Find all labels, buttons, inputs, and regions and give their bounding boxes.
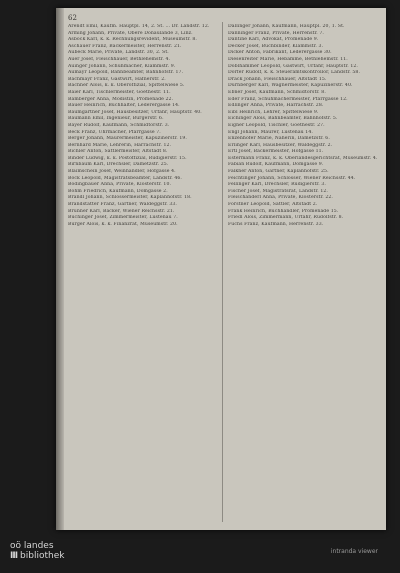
directory-entry: Edlinger Anna, Private, Harrachstr. 28. xyxy=(228,103,324,109)
directory-entry: Eichinger Alois, Bahnbeamter, Bahnhofstr. 5. xyxy=(228,116,338,122)
directory-entry: Bichler Anton, Sattlermeister, Altstadt 8. xyxy=(68,149,168,155)
directory-entry: Dicker Anton, Fabrikant, Lederergasse 30. xyxy=(228,50,332,56)
directory-entry: Ertl Josef, Bäckermeister, Hofgasse 11. xyxy=(228,149,324,155)
directory-entry: Brunner Karl, Bäcker, Wiener Reichsstr. 21. xyxy=(68,208,175,214)
directory-entry: Bodingbauer Anna, Private, Klosterstr. 10. xyxy=(68,182,172,188)
directory-entry: Fleischanderl Anna, Private, Klosterstr. 22. xyxy=(228,195,333,201)
directory-entry: Bauer Heinrich, Buchhalter, Lederergasse 14. xyxy=(68,103,180,109)
directory-entry: Aschauer Franz, Bäckermeister, Herrenstr. 21. xyxy=(68,43,182,49)
directory-entry: Friedl Alois, Zimmermann, Urfahr, Rudolfstr. 8. xyxy=(228,215,344,221)
directory-entry: Falkner Anton, Gärtner, Kaplanhofstr. 25. xyxy=(228,169,329,175)
directory-entry: Enzenhofer Marie, Näherin, Dametzstr. 6. xyxy=(228,136,330,142)
directory-entry: Baumgartner Josef, Hausbesitzer, Urfahr, Hauptstr. 40. xyxy=(68,109,202,115)
directory-entry: Decker Josef, Buchbinder, Klammstr. 3. xyxy=(228,43,324,49)
directory-entry: Böhm Friedrich, Kaufmann, Domgasse 2. xyxy=(68,188,168,194)
directory-entry: Brandl Johann, Schlossermeister, Kaplanhofstr. 18. xyxy=(68,195,192,201)
page-gutter xyxy=(56,8,64,530)
right-column xyxy=(228,24,380,228)
directory-entry: Bayer Rudolf, Kaufmann, Schmidtorstr. 3. xyxy=(68,122,170,128)
viewer-name: intranda viewer xyxy=(330,548,378,555)
directory-entry: Brandstätter Franz, Gärtner, Waldeggstr. 33. xyxy=(68,202,177,208)
directory-entry: Bachner Alois, k. k. Oberoffizial, Spittelwiese 5. xyxy=(68,83,185,89)
directory-entry: Feichtinger Johann, Schlosser, Wiener Reichsstr. 44. xyxy=(228,175,356,181)
directory-entry: Bamberger Anna, Modistin, Promenade 22. xyxy=(68,96,174,102)
directory-entry: Blaimschein Josef, Weinhändler, Hofgasse 4. xyxy=(68,169,176,175)
directory-entry: Bock Leopold, Magistratsbeamter, Landstr. 46. xyxy=(68,175,182,181)
directory-entry: Diesenreiter Marie, Hebamme, Bethlehemstr. 11. xyxy=(228,56,348,62)
directory-entry: Fellinger Karl, Drechsler, Rudigierstr. 3. xyxy=(228,182,326,188)
directory-entry: Eibl Heinrich, Lehrer, Spittelwiese 9. xyxy=(228,109,319,115)
directory-entry: Fabian Rudolf, Kaufmann, Domgasse 9. xyxy=(228,162,324,168)
logo-mark-icon: III xyxy=(10,551,18,561)
page-number: 62 xyxy=(68,14,77,22)
directory-entry: Berger Johann, Maurermeister, Kapuzinerstr. 19. xyxy=(68,136,187,142)
directory-entry: Fuchs Franz, Kaufmann, Herrenstr. 33. xyxy=(228,221,324,227)
directory-entry: Doblhammer Leopold, Gastwirt, Urfahr, Hauptstr. 12. xyxy=(228,63,358,69)
directory-entry: Dürnberger Karl, Wagnermeister, Kapuzinerstr. 40. xyxy=(228,83,353,89)
directory-entry: Drack Johann, Fleischhauer, Altstadt 15. xyxy=(228,76,327,82)
directory-entry: Danninger Franz, Private, Herrenstr. 7. xyxy=(228,30,324,36)
directory-entry: Bernhard Marie, Lehrerin, Harrachstr. 12. xyxy=(68,142,172,148)
directory-entry: Auer Josef, Fleischhauer, Bethlehemstr. 4. xyxy=(68,56,171,62)
directory-entry: Estermann Franz, k. k. Oberlandesgerichtsrat, Museumstr. 4. xyxy=(228,155,378,161)
directory-entry: Dantine Karl, Advokat, Promenade 9. xyxy=(228,37,319,43)
logo-line-2: bibliothek xyxy=(20,551,65,561)
directory-entry: Dorfer Rudolf, k. k. Steueramtskontrollor, Landstr. 58. xyxy=(228,70,360,76)
directory-entry: Bachmayr Franz, Gastwirt, Hafnerstr. 2. xyxy=(68,76,166,82)
directory-entry: Baier Karl, Tischlermeister, Goethestr. 11. xyxy=(68,89,171,95)
directory-entry: Beck Franz, Uhrmacher, Pfarrgasse 7. xyxy=(68,129,161,135)
directory-entry: Erlinger Karl, Hausbesitzer, Waldeggstr. 2. xyxy=(228,142,333,148)
viewer-footer xyxy=(0,535,400,573)
column-divider xyxy=(222,22,223,522)
directory-entry: Eigner Leopold, Tischler, Goethestr. 27. xyxy=(228,122,325,128)
directory-entry: Baumann Emil, Ingenieur, Bürgerstr. 6. xyxy=(68,116,164,122)
directory-entry: Binder Ludwig, k. k. Postoffizial, Rudigierstr. 15. xyxy=(68,155,187,161)
directory-entry: Fischer Josef, Magistratsrat, Landstr. 12. xyxy=(228,188,328,194)
logo-line-1: oö landes xyxy=(10,541,54,551)
directory-entry: Auinger Johann, Schuhmacher, Klammstr. 9. xyxy=(68,63,176,69)
directory-entry: Frank Heinrich, Buchhändler, Promenade 15. xyxy=(228,208,339,214)
directory-entry: Arendt Emil, Kaufm. Hauptpl. 14, 2. St. … Dr. Landstr. 12. xyxy=(68,24,210,29)
directory-entry: Birnbaum Karl, Drechsler, Dametzstr. 25. xyxy=(68,162,169,168)
directory-entry: Aubeck Marie, Private, Landstr. 30, 2. St. xyxy=(68,50,169,56)
left-column xyxy=(68,24,220,228)
directory-entry: Engl Johann, Maurer, Lustenau 14. xyxy=(228,129,313,135)
directory-entry: Dallinger Johann, Kaufmann, Hauptpl. 20, 1. St. xyxy=(228,24,345,29)
directory-entry: Buchinger Josef, Zimmermeister, Lustenau 7. xyxy=(68,215,178,221)
library-logo[interactable] xyxy=(10,541,64,561)
directory-entry: Eder Franz, Schuhmachermeister, Pfarrgasse 12. xyxy=(228,96,348,102)
directory-entry: Aumayr Leopold, Bahnbeamter, Bahnhofstr. 17. xyxy=(68,70,184,76)
scanned-page[interactable] xyxy=(56,8,386,530)
directory-entry: Burger Alois, k. k. Finanzrat, Museumstr. 20. xyxy=(68,221,178,227)
directory-entry: Asböck Karl, k. k. Rechnungsrevident, Museumstr. 8. xyxy=(68,37,197,43)
directory-entry: Arming Johann, Private, Obere Donaulände 3, Linz. xyxy=(68,30,193,36)
directory-entry: Ebner Josef, Kaufmann, Schmidtorstr. 8. xyxy=(228,89,326,95)
directory-entry: Forstner Leopold, Sattler, Altstadt 2. xyxy=(228,202,318,208)
